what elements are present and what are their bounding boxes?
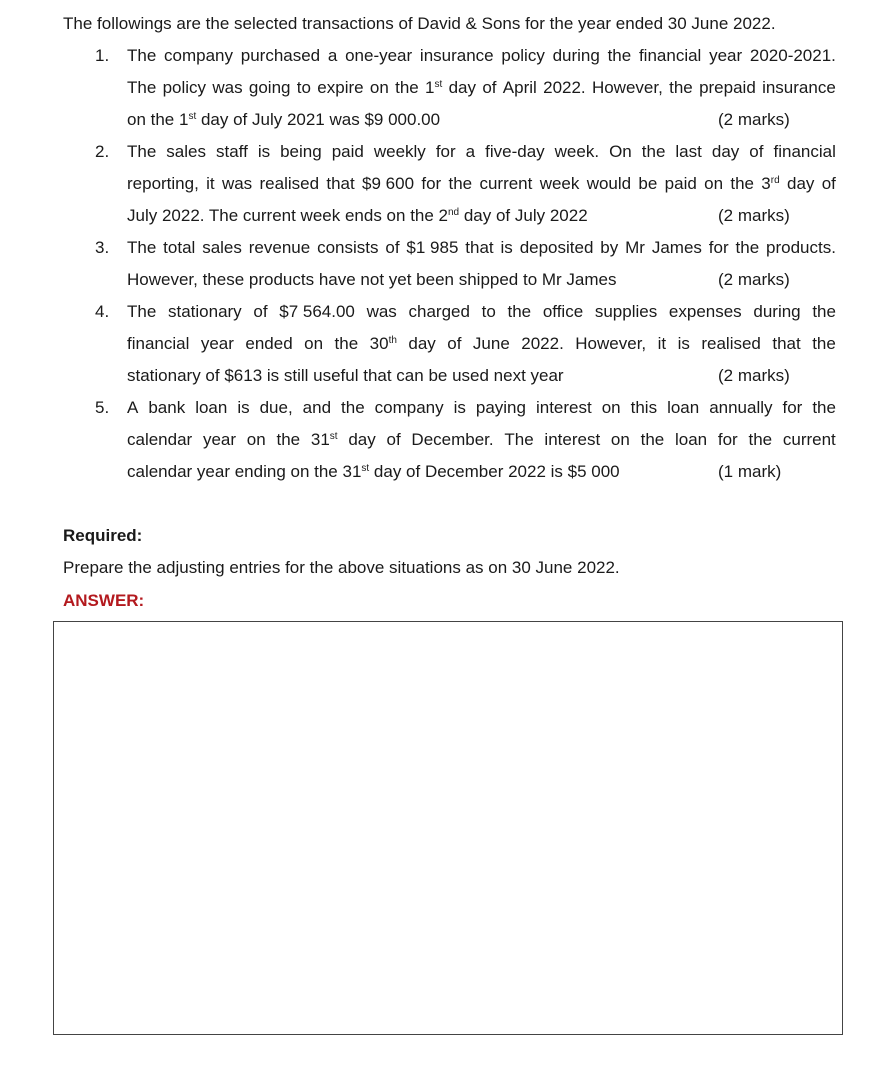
word: April (502, 78, 537, 97)
ordinal-suffix: nd (448, 207, 460, 218)
word: going (248, 78, 291, 97)
word: calendar (127, 430, 193, 449)
word: is (500, 238, 513, 257)
word: is (257, 142, 271, 161)
word: of (253, 302, 268, 321)
word: of (386, 430, 401, 449)
word: that (465, 238, 494, 257)
word: reporting, (127, 174, 199, 193)
word: the (334, 334, 359, 353)
word: the (812, 398, 836, 417)
marks-label: (2 marks) (718, 110, 790, 129)
marks-label: (1 mark) (718, 462, 782, 481)
item-body (127, 296, 836, 392)
word: of (447, 334, 462, 353)
word: the (641, 142, 666, 161)
word: On (609, 142, 632, 161)
item-text: on the 1 (127, 110, 189, 129)
word: on (246, 430, 266, 449)
word: revenue (248, 238, 311, 257)
word: sales (202, 238, 242, 257)
word: the (669, 78, 693, 97)
item-text: July 2022. The current week ends on the 2 (127, 206, 448, 225)
word: it (657, 334, 667, 353)
word: due, (259, 398, 293, 417)
word: week. (554, 142, 600, 161)
word: the (812, 334, 836, 353)
word: during (552, 46, 600, 65)
item-body (127, 232, 836, 296)
word: weekly (373, 142, 426, 161)
word: paid (331, 142, 364, 161)
word: the (640, 430, 665, 449)
answer-heading: ANSWER: (63, 591, 145, 610)
word: 2022. (521, 334, 564, 353)
word: loan (667, 398, 700, 417)
word: loan (195, 398, 228, 417)
word: the (748, 430, 773, 449)
word: financial (638, 46, 702, 65)
word: bank (148, 398, 186, 417)
word: annually (709, 398, 773, 417)
item-number: 3. (95, 238, 110, 257)
item-text: stationary of $613 is still useful that can be used next year (127, 366, 564, 385)
word: insurance (419, 46, 494, 65)
instructions-text: Prepare the adjusting entries for the above situations as on 30 June 2022. (63, 558, 620, 577)
word: day (448, 78, 477, 97)
word: year (709, 46, 743, 65)
word: consists (317, 238, 379, 257)
word: that (772, 334, 801, 353)
word: for (782, 398, 803, 417)
word: be (638, 174, 658, 193)
word: Mr (625, 238, 645, 257)
word: sales (166, 142, 206, 161)
word: the (730, 174, 754, 193)
word: day (408, 334, 436, 353)
word: the (507, 302, 532, 321)
word: products. (766, 238, 836, 257)
item-line (127, 72, 836, 104)
word: the (395, 78, 419, 97)
word: The (127, 302, 157, 321)
marks-label: (2 marks) (718, 206, 790, 225)
word: expenses (668, 302, 742, 321)
answer-input-area[interactable] (53, 621, 843, 1035)
word: company (374, 398, 444, 417)
item-line (127, 136, 836, 168)
word: one-year (345, 46, 413, 65)
word: realised (259, 174, 320, 193)
word: policy (501, 46, 545, 65)
ordinal-word: 31st (310, 430, 338, 449)
word: was (221, 174, 253, 193)
word: $1 985 (406, 238, 459, 257)
word: the (735, 238, 760, 257)
item-last-line (127, 360, 836, 392)
word: deposited (519, 238, 594, 257)
word: last (675, 142, 702, 161)
word: to (296, 78, 311, 97)
word: prepaid (699, 78, 756, 97)
word: total (163, 238, 196, 257)
word: a (327, 46, 338, 65)
word: The (127, 46, 157, 65)
word: June (472, 334, 510, 353)
word: A (127, 398, 139, 417)
marks-label: (2 marks) (718, 366, 790, 385)
word: day (786, 174, 815, 193)
item-body (127, 136, 836, 232)
word: supplies (594, 302, 658, 321)
word: of (482, 78, 497, 97)
word: five-day (485, 142, 545, 161)
word: The (127, 78, 157, 97)
word: policy (162, 78, 207, 97)
word: the (341, 398, 365, 417)
word: for (435, 142, 456, 161)
item-line (127, 424, 836, 456)
word: the (607, 46, 632, 65)
item-last-line (127, 104, 836, 136)
word: interest (544, 430, 601, 449)
item-text: day of July 2021 was $9 000.00 (196, 110, 441, 129)
word: for (421, 174, 442, 193)
item-line (127, 328, 836, 360)
word: current (479, 174, 533, 193)
word: 2022. (543, 78, 586, 97)
word: for (708, 238, 729, 257)
word: that (326, 174, 355, 193)
marks-label: (2 marks) (718, 270, 790, 289)
word: would (586, 174, 632, 193)
ordinal-suffix: st (361, 463, 370, 474)
word: is (677, 334, 690, 353)
word: charged (408, 302, 470, 321)
word: on (610, 430, 630, 449)
word: 2020-2021. (749, 46, 836, 65)
item-body (127, 392, 836, 488)
word: insurance (762, 78, 836, 97)
item-body (127, 40, 836, 136)
word: a (465, 142, 476, 161)
word: was (366, 302, 397, 321)
word: of (749, 142, 764, 161)
word: this (630, 398, 658, 417)
word: However, (591, 78, 663, 97)
word: staff (215, 142, 248, 161)
word: of (821, 174, 836, 193)
item-line (127, 232, 836, 264)
item-last-line (127, 264, 836, 296)
word: on (704, 174, 724, 193)
item-text: However, these products have not yet been shipped to Mr James (127, 270, 617, 289)
item-number: 4. (95, 302, 110, 321)
item-text: day of July 2022 (459, 206, 588, 225)
word: company (164, 46, 234, 65)
word: year (200, 334, 234, 353)
item-number: 1. (95, 46, 110, 65)
word: The (504, 430, 534, 449)
word: during (753, 302, 801, 321)
word: the (276, 430, 301, 449)
word: financial (773, 142, 836, 161)
item-line (127, 296, 836, 328)
word: day (711, 142, 740, 161)
word: is (453, 398, 466, 417)
word: realised (701, 334, 761, 353)
item-number: 2. (95, 142, 110, 161)
word: being (280, 142, 322, 161)
word: day (348, 430, 376, 449)
ordinal-word: 30th (369, 334, 397, 353)
item-last-line (127, 200, 836, 232)
word: is (237, 398, 250, 417)
word: to (481, 302, 496, 321)
required-heading: Required: (63, 526, 143, 545)
word: The (127, 238, 157, 257)
word: the (448, 174, 473, 193)
word: financial (127, 334, 190, 353)
word: was (212, 78, 243, 97)
word: ended (245, 334, 293, 353)
word: loan (674, 430, 708, 449)
word: paid (664, 174, 697, 193)
item-text: calendar year ending on the 31 (127, 462, 362, 481)
word: current (782, 430, 836, 449)
word: and (302, 398, 332, 417)
word: on (369, 78, 389, 97)
word: purchased (240, 46, 321, 65)
word: $7 564.00 (279, 302, 355, 321)
item-last-line (127, 456, 836, 488)
intro-text: The followings are the selected transactions of David & Sons for the year ended 30 June 2022. (63, 14, 776, 33)
word: The (127, 142, 157, 161)
word: by (600, 238, 619, 257)
ordinal-suffix: st (188, 111, 197, 122)
ordinal-word: 1st (425, 78, 443, 97)
word: the (812, 302, 836, 321)
word: of (385, 238, 400, 257)
word: for (717, 430, 738, 449)
item-line (127, 168, 836, 200)
word: on (304, 334, 324, 353)
word: office (542, 302, 584, 321)
word: week (539, 174, 580, 193)
word: $9 600 (362, 174, 415, 193)
word: James (651, 238, 702, 257)
word: However, (575, 334, 647, 353)
word: expire (317, 78, 364, 97)
word: paying (475, 398, 526, 417)
item-line (127, 392, 836, 424)
word: December. (411, 430, 494, 449)
word: it (206, 174, 215, 193)
word: interest (535, 398, 592, 417)
item-line (127, 40, 836, 72)
word: year (202, 430, 237, 449)
word: on (601, 398, 621, 417)
item-number: 5. (95, 398, 110, 417)
item-text: day of December 2022 is $5 000 (369, 462, 620, 481)
word: stationary (167, 302, 242, 321)
ordinal-word: 3rd (761, 174, 780, 193)
